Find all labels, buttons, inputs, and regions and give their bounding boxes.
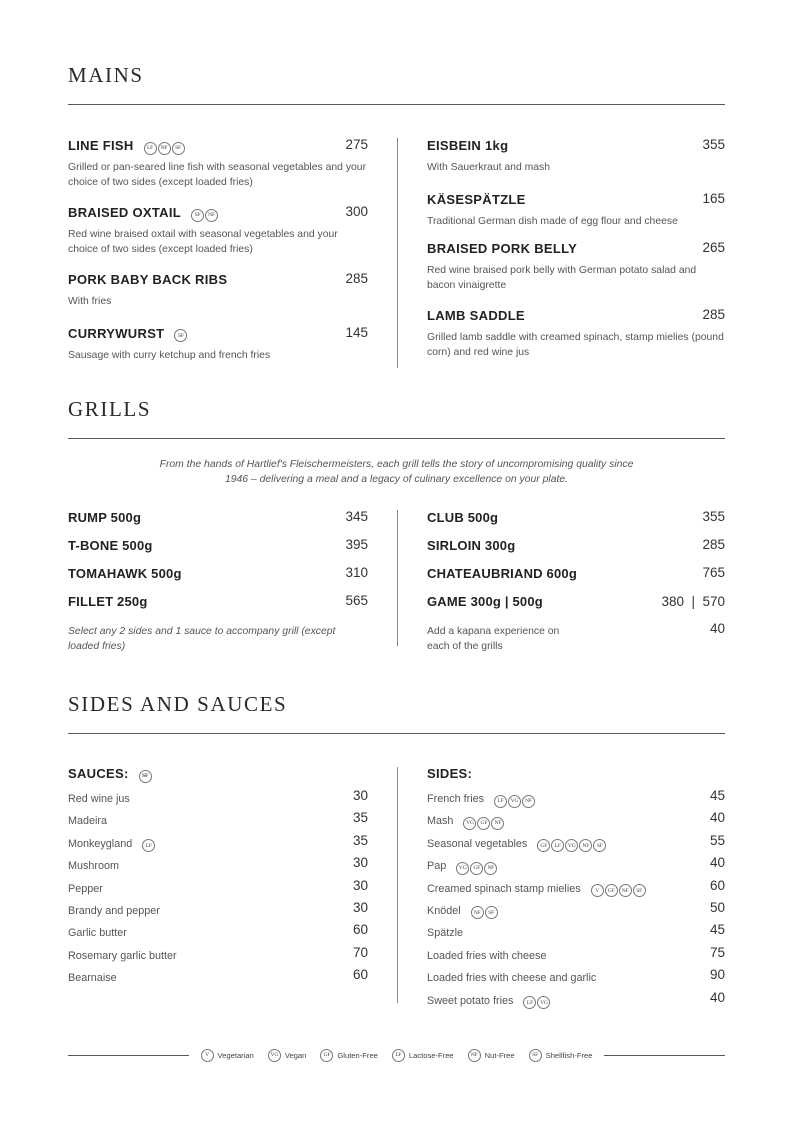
diet-badge-icon: VG xyxy=(463,817,476,830)
grill-item xyxy=(427,509,725,537)
diet-badge-icon: SF xyxy=(485,906,498,919)
sauces-item xyxy=(68,811,368,833)
diet-badge-icon: SF xyxy=(139,770,152,783)
diet-badges xyxy=(456,862,497,875)
sauces-column xyxy=(68,766,368,991)
diet-badge-icon: NF xyxy=(522,795,535,808)
sides-item xyxy=(427,991,725,1013)
diet-badge-icon: GF xyxy=(537,839,550,852)
sauces-item-price: 35 xyxy=(352,832,368,848)
menu-item-description: Red wine braised oxtail with seasonal vegetables and your choice of two sides (except loaded fries) xyxy=(68,229,338,255)
diet-badge-icon: VG xyxy=(456,862,469,875)
diet-badges xyxy=(537,839,606,852)
menu-item-name: PORK BABY BACK RIBS xyxy=(68,272,228,287)
diet-badge-icon: NF xyxy=(491,817,504,830)
menu-item-header xyxy=(68,271,368,289)
diet-badges xyxy=(471,906,498,919)
menu-item xyxy=(68,325,368,364)
grill-item-name: SIRLOIN 300g xyxy=(427,538,516,553)
grill-item xyxy=(68,593,368,621)
sides-item-label: French fries xyxy=(427,793,484,805)
menu-item-price: 145 xyxy=(345,324,368,340)
diet-badge-icon: SF xyxy=(172,142,185,155)
sides-item-label: Loaded fries with cheese xyxy=(427,949,547,962)
section-title-grills: GRILLS xyxy=(68,397,152,421)
diet-badges xyxy=(174,329,187,342)
sauces-heading-badges xyxy=(139,770,152,783)
sauces-item-label: Monkeygland xyxy=(68,837,133,850)
sauces-item-price: 30 xyxy=(352,855,368,871)
sides-item-label: Seasonal vegetables xyxy=(427,837,528,850)
menu-item-description: Traditional German dish made of egg flour and cheese xyxy=(427,215,678,227)
menu-item-price: 300 xyxy=(345,204,368,219)
menu-item xyxy=(68,137,368,190)
grill-item xyxy=(427,537,725,565)
legend-item-label: Shellfish-Free xyxy=(545,1050,593,1060)
menu-item-header xyxy=(68,204,368,222)
grills-left-column xyxy=(68,509,368,654)
dietary-legend xyxy=(68,1047,725,1063)
legend-item-label: Vegetarian xyxy=(217,1050,254,1060)
sides-item xyxy=(427,923,725,945)
sides-item-label: Sweet potato fries xyxy=(427,994,514,1007)
diet-badge-icon: SF xyxy=(593,839,606,852)
legend-item-label: Vegan xyxy=(284,1050,307,1060)
diet-badge-icon: NF xyxy=(471,906,484,919)
sauces-item-label: Bearnaise xyxy=(68,972,117,985)
diet-badge-icon: LF xyxy=(494,795,507,808)
legend-item xyxy=(468,1049,515,1062)
diet-badge-icon: NF xyxy=(579,839,592,852)
legend-line-left xyxy=(68,1055,189,1056)
diet-badge-icon: GF xyxy=(320,1049,333,1062)
diet-badges xyxy=(463,817,504,830)
kapana-note-text: Add a kapana experience on each of the grills xyxy=(427,626,560,652)
diet-badge-icon: LF xyxy=(142,839,155,852)
diet-badge-icon: SF xyxy=(633,884,646,897)
diet-badge-icon: NF xyxy=(205,209,218,222)
sides-item-price: 55 xyxy=(709,832,725,848)
grill-item-name: FILLET 250g xyxy=(68,594,148,609)
grill-item-price: 395 xyxy=(345,537,368,552)
grill-item-price: 310 xyxy=(345,565,368,580)
sides-heading: SIDES: xyxy=(427,766,473,781)
sides-item-price: 75 xyxy=(709,944,725,960)
sauces-heading-label: SAUCES: xyxy=(68,766,129,781)
column-divider xyxy=(397,138,398,368)
diet-badge-icon: GF xyxy=(605,884,618,897)
diet-badge-icon: GF xyxy=(477,817,490,830)
sides-item xyxy=(427,789,725,811)
sides-item xyxy=(427,811,725,833)
menu-item-name: KÄSESPÄTZLE xyxy=(427,191,526,207)
sauces-item xyxy=(68,879,368,901)
sides-item xyxy=(427,834,725,856)
menu-item-description: With fries xyxy=(68,296,112,307)
diet-badge-icon: SF xyxy=(174,329,187,342)
legend-item xyxy=(320,1049,378,1062)
legend-line-right xyxy=(604,1055,725,1056)
legend-item-label: Gluten-Free xyxy=(337,1050,378,1060)
diet-badge-icon: VG xyxy=(508,795,521,808)
menu-item-description: Grilled or pan-seared line fish with seasonal vegetables and your choice of two sides (except loaded fries) xyxy=(68,162,367,188)
menu-item-header xyxy=(68,325,368,343)
sauces-item-price: 60 xyxy=(352,967,368,983)
kapana-note xyxy=(427,625,577,654)
menu-item-name: BRAISED OXTAIL xyxy=(68,205,182,220)
grills-intro: From the hands of Hartlief's Fleischermeisters, each grill tells the story of uncompromising quality since 1946 – delivering a meal and a legacy of culinary excellence on your plate. xyxy=(159,459,634,485)
sides-item-price: 60 xyxy=(709,877,725,893)
sauces-item xyxy=(68,856,368,878)
sides-item xyxy=(427,856,725,878)
sauces-item-price: 70 xyxy=(352,944,368,960)
menu-item-header xyxy=(427,240,725,258)
grill-item-name: CLUB 500g xyxy=(427,510,499,525)
divider xyxy=(68,104,725,105)
section-title-sides-sauces: SIDES AND SAUCES xyxy=(68,692,288,716)
sauces-item-label: Rosemary garlic butter xyxy=(68,949,177,962)
menu-item xyxy=(68,271,368,310)
legend-item-label: Lactose-Free xyxy=(408,1050,454,1060)
sauces-item-label: Brandy and pepper xyxy=(68,904,160,917)
diet-badge-icon: LF xyxy=(144,142,157,155)
menu-item-name: EISBEIN 1kg xyxy=(427,138,509,153)
sauces-item-price: 30 xyxy=(352,877,368,893)
sauces-item-price: 60 xyxy=(352,922,368,938)
diet-badge-icon: NF xyxy=(619,884,632,897)
menu-item xyxy=(427,137,725,176)
sauces-item-label: Garlic butter xyxy=(68,927,127,940)
diet-badge-icon: GF xyxy=(470,862,483,875)
column-divider xyxy=(397,767,398,1003)
sides-item xyxy=(427,946,725,968)
grills-right-column xyxy=(427,509,725,654)
menu-item-header xyxy=(427,191,725,209)
grill-item xyxy=(68,537,368,565)
sides-item-label: Creamed spinach stamp mielies xyxy=(427,882,581,895)
sauces-item-label: Pepper xyxy=(68,882,103,895)
menu-item-price: 265 xyxy=(702,240,725,255)
menu-item-price: 285 xyxy=(702,307,725,322)
diet-badges xyxy=(191,209,218,222)
menu-item xyxy=(427,240,725,293)
sauces-item xyxy=(68,946,368,968)
diet-badge-icon: LF xyxy=(392,1049,405,1062)
diet-badge-icon: V xyxy=(591,884,604,897)
diet-badges xyxy=(591,884,646,897)
diet-badge-icon: LF xyxy=(523,996,536,1009)
grill-item-price: 355 xyxy=(702,509,725,524)
legend-item xyxy=(529,1049,593,1062)
sides-item-price: 45 xyxy=(709,788,725,803)
section-title-mains: MAINS xyxy=(68,63,144,87)
grill-item-price: 380 | 570 xyxy=(661,594,725,609)
grill-item-name: GAME 300g | 500g xyxy=(427,594,543,609)
menu-item-price: 165 xyxy=(702,190,725,206)
diet-badges xyxy=(494,795,535,808)
menu-item-name: LINE FISH xyxy=(68,138,134,153)
sides-column xyxy=(427,766,725,1013)
sides-item-label: Knödel xyxy=(427,904,461,917)
menu-item xyxy=(427,307,725,360)
menu-item-price: 355 xyxy=(702,137,725,152)
sides-item xyxy=(427,968,725,990)
legend-item xyxy=(201,1049,254,1062)
menu-item-description: Red wine braised pork belly with German potato salad and bacon vinaigrette xyxy=(427,265,697,291)
legend-item xyxy=(392,1049,454,1062)
menu-item-description: With Sauerkraut and mash xyxy=(427,162,551,173)
sides-item-label: Mash xyxy=(427,815,454,828)
diet-badge-icon: NF xyxy=(468,1049,481,1062)
menu-item-price: 275 xyxy=(345,137,368,152)
grill-item-price: 565 xyxy=(345,593,368,608)
sides-item-label: Loaded fries with cheese and garlic xyxy=(427,972,597,985)
menu-item xyxy=(427,191,725,230)
menu-item-description: Sausage with curry ketchup and french fries xyxy=(68,349,271,361)
diet-badge-icon: LF xyxy=(551,839,564,852)
grill-item-price: 765 xyxy=(702,565,725,580)
mains-right-column xyxy=(427,137,725,374)
diet-badges xyxy=(144,142,185,155)
menu-item-description: Grilled lamb saddle with creamed spinach, stamp mielies (pound corn) and red wine jus xyxy=(427,332,724,358)
sauces-item-price: 30 xyxy=(352,899,368,915)
sauces-item-label: Madeira xyxy=(68,815,108,828)
grill-item xyxy=(427,565,725,593)
diet-badge-icon: NF xyxy=(484,862,497,875)
diet-badge-icon: VG xyxy=(565,839,578,852)
legend-item-label: Nut-Free xyxy=(484,1050,515,1060)
menu-item-name: BRAISED PORK BELLY xyxy=(427,241,578,256)
menu-item-name: CURRYWURST xyxy=(68,325,165,341)
grill-item-name: T-BONE 500g xyxy=(68,538,153,553)
menu-item-header xyxy=(68,137,368,155)
menu-item-header xyxy=(427,307,725,325)
diet-badge-icon: VG xyxy=(537,996,550,1009)
menu-item-price: 285 xyxy=(345,271,368,286)
divider xyxy=(68,438,725,439)
diet-badge-icon: V xyxy=(201,1049,214,1062)
sides-item xyxy=(427,879,725,901)
sides-item-price: 40 xyxy=(709,810,725,826)
divider xyxy=(68,733,725,734)
diet-badge-icon: NF xyxy=(158,142,171,155)
grill-item-name: RUMP 500g xyxy=(68,510,142,525)
sides-item-label: Spätzle xyxy=(427,927,464,940)
diet-badge-icon: VG xyxy=(268,1049,281,1062)
diet-badge-icon: SF xyxy=(529,1049,542,1062)
sauces-item xyxy=(68,789,368,811)
sauces-item xyxy=(68,923,368,945)
menu-item xyxy=(68,204,368,257)
sauces-item xyxy=(68,901,368,923)
grill-item-name: TOMAHAWK 500g xyxy=(68,566,182,581)
sides-item xyxy=(427,901,725,923)
diet-badge-icon: SF xyxy=(191,209,204,222)
sauces-item-price: 30 xyxy=(352,788,368,803)
grill-item-price: 345 xyxy=(345,509,368,524)
sides-item-label: Pap xyxy=(427,860,447,873)
sides-item-price: 50 xyxy=(709,899,725,915)
diet-badges xyxy=(142,839,155,852)
grill-item xyxy=(427,593,725,621)
column-divider xyxy=(397,510,398,646)
legend-item xyxy=(268,1049,307,1062)
grill-note: Select any 2 sides and 1 sauce to accompany grill (except loaded fries) xyxy=(68,626,336,652)
sides-item-price: 45 xyxy=(709,922,725,938)
sauces-item-label: Red wine jus xyxy=(68,793,130,805)
kapana-price: 40 xyxy=(709,621,725,636)
grill-item xyxy=(68,509,368,537)
sauces-item-label: Mushroom xyxy=(68,860,120,873)
sauces-item xyxy=(68,834,368,856)
sauces-item-price: 35 xyxy=(352,810,368,826)
menu-item-header xyxy=(427,137,725,155)
sauces-heading xyxy=(68,766,368,789)
menu-item-name: LAMB SADDLE xyxy=(427,308,525,323)
sides-item-price: 40 xyxy=(709,989,725,1005)
sides-item-price: 40 xyxy=(709,855,725,871)
sides-item-price: 90 xyxy=(709,967,725,983)
mains-left-column xyxy=(68,137,368,378)
grill-item-price: 285 xyxy=(702,537,725,552)
sauces-item xyxy=(68,968,368,990)
grill-item xyxy=(68,565,368,593)
diet-badges xyxy=(523,996,550,1009)
grill-item-name: CHATEAUBRIAND 600g xyxy=(427,566,577,581)
